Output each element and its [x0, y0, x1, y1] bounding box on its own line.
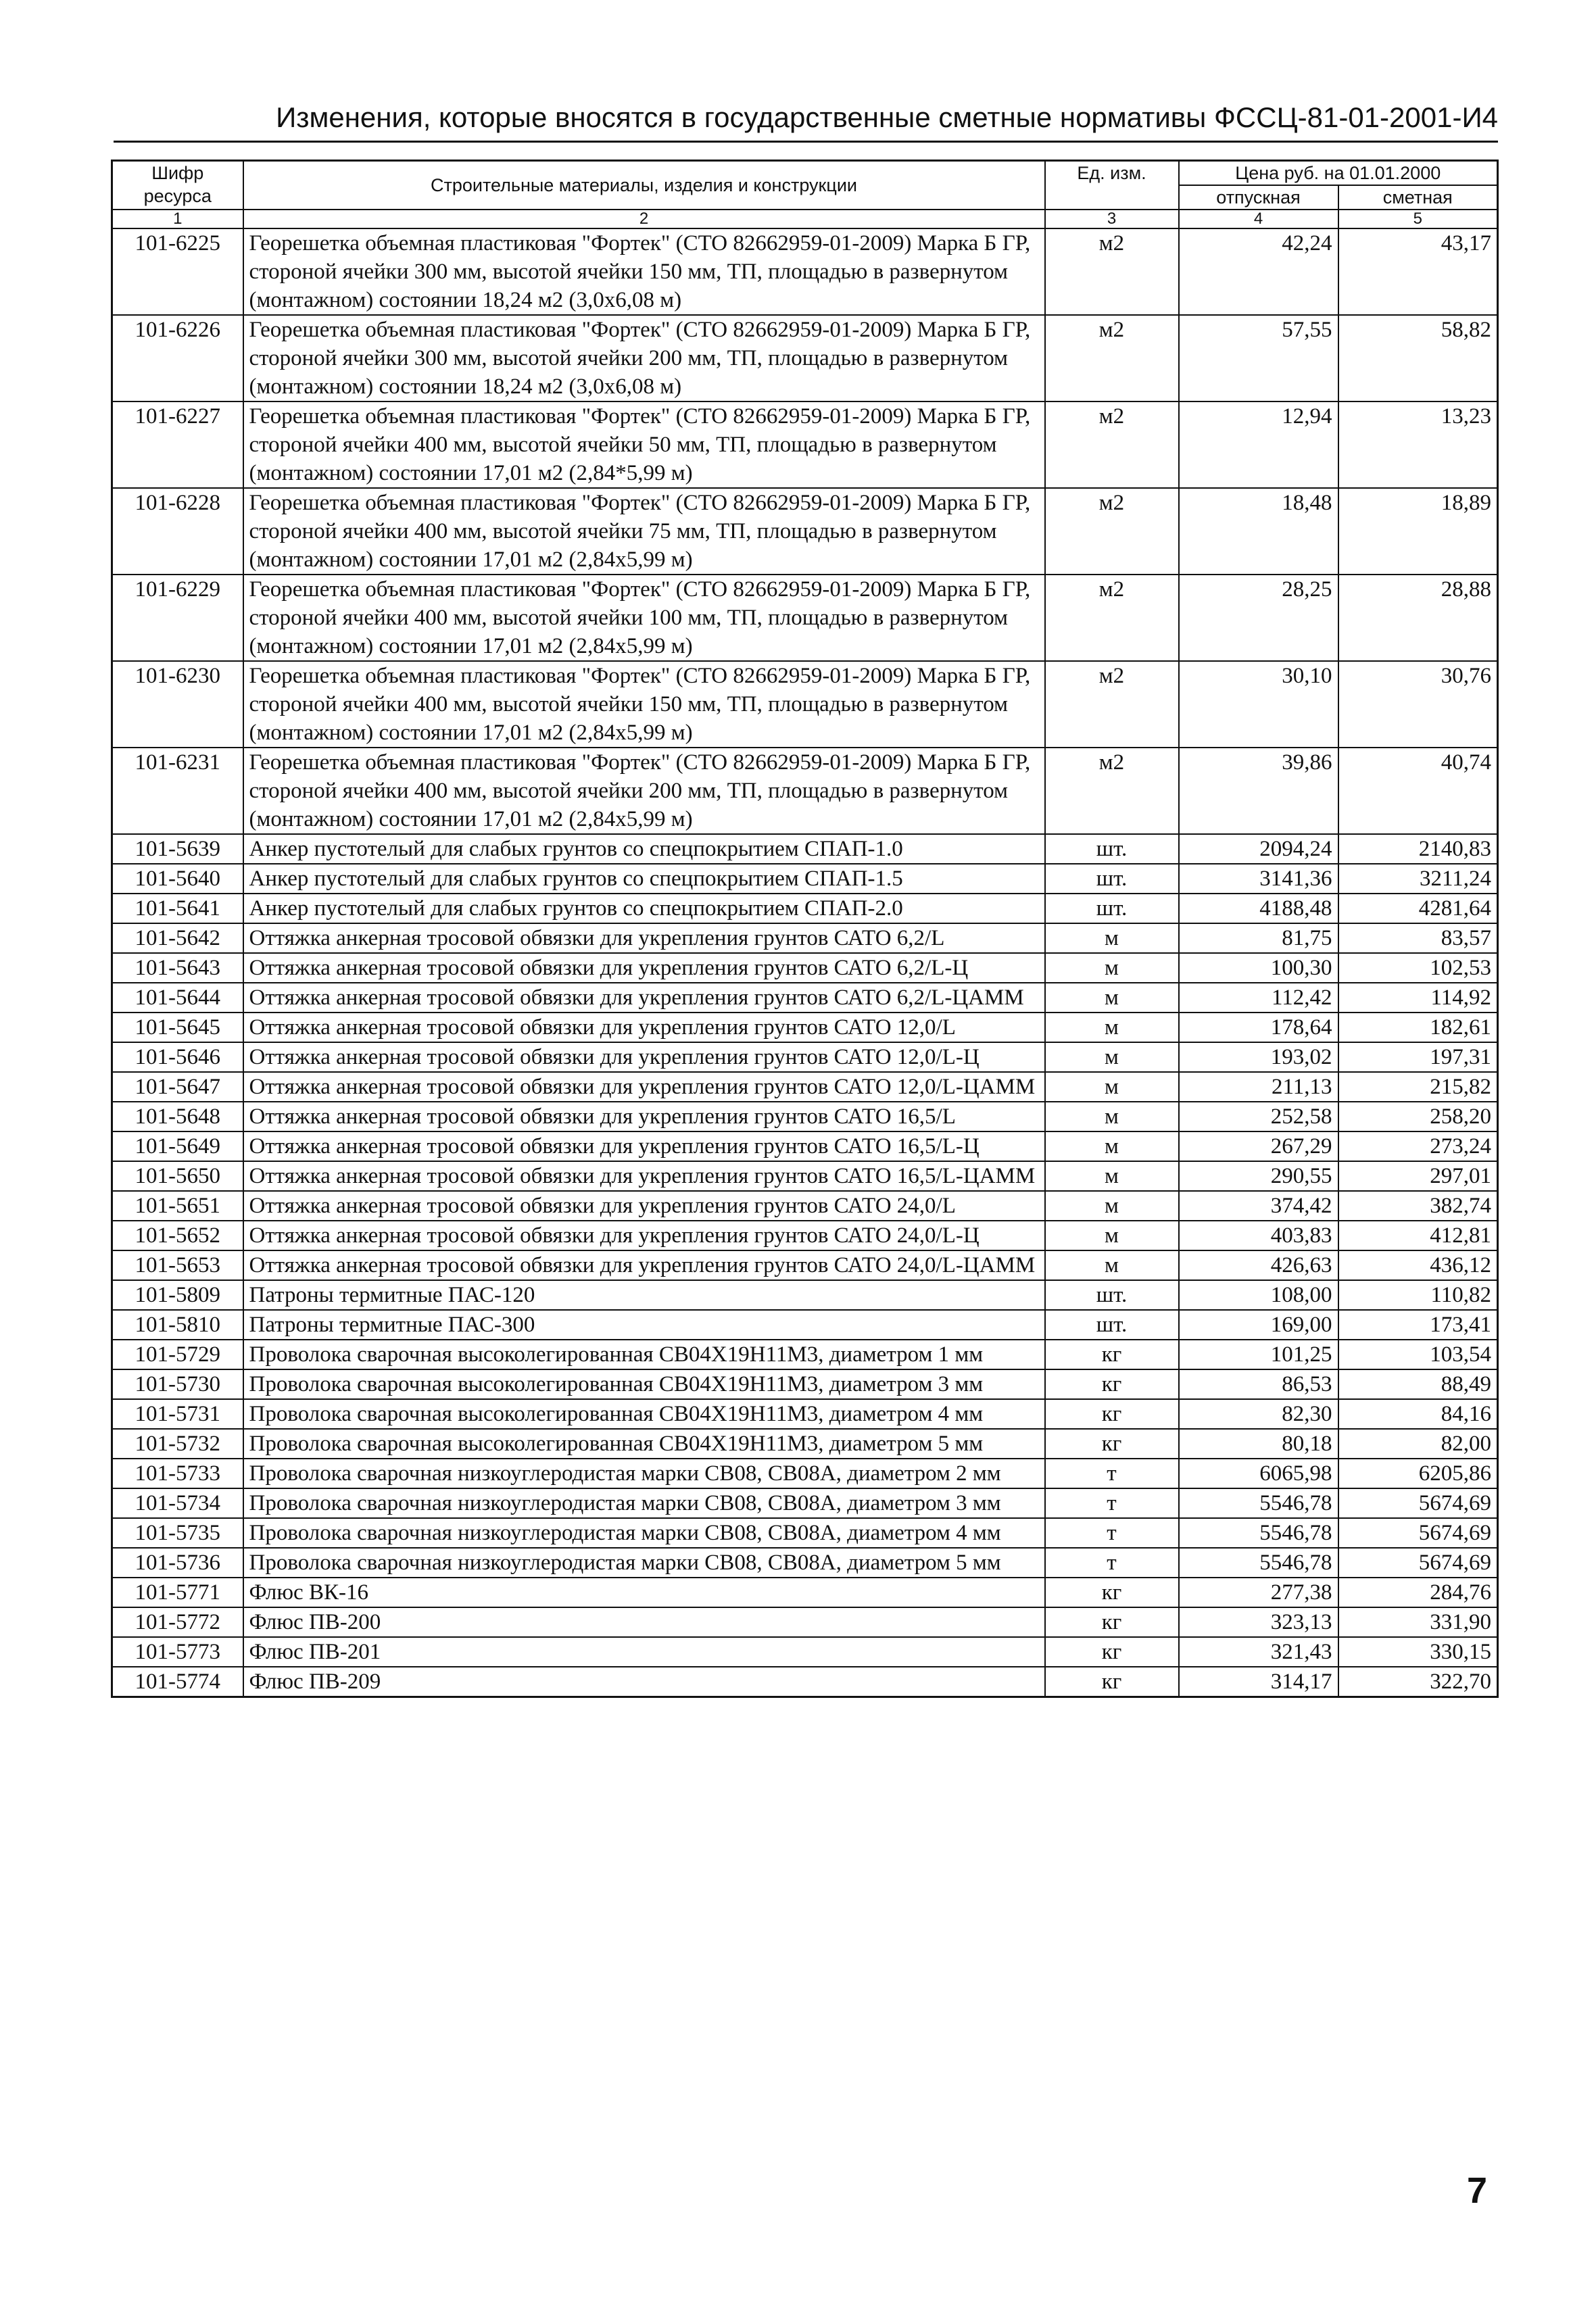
release-price-cell: 28,25	[1179, 575, 1338, 661]
table-row	[112, 1459, 1498, 1488]
material-name-cell: Оттяжка анкерная тросовой обвязки для укрепления грунтов САТО 6,2/L-ЦАММ	[243, 983, 1045, 1013]
estimate-price-cell: 6205,86	[1338, 1459, 1498, 1488]
release-price-cell: 30,10	[1179, 661, 1338, 748]
release-price-cell: 252,58	[1179, 1102, 1338, 1131]
release-price-cell: 426,63	[1179, 1250, 1338, 1280]
unit-cell: т	[1045, 1488, 1179, 1518]
unit-cell: м	[1045, 1072, 1179, 1102]
release-price-cell: 57,55	[1179, 315, 1338, 401]
material-name-cell: Оттяжка анкерная тросовой обвязки для укрепления грунтов САТО 16,5/L	[243, 1102, 1045, 1131]
unit-cell: шт.	[1045, 1310, 1179, 1340]
unit-cell: м2	[1045, 488, 1179, 575]
resource-code-cell: 101-5650	[112, 1161, 243, 1191]
resource-code-cell: 101-5771	[112, 1578, 243, 1607]
unit-cell: м	[1045, 1221, 1179, 1250]
unit-cell: кг	[1045, 1578, 1179, 1607]
estimate-price-cell: 182,61	[1338, 1013, 1498, 1042]
table-row	[112, 1399, 1498, 1429]
material-name-cell: Проволока сварочная высоколегированная СВ04Х19Н11М3, диаметром 5 мм	[243, 1429, 1045, 1459]
material-name-cell: Флюс ПВ-209	[243, 1667, 1045, 1697]
material-name-cell: Оттяжка анкерная тросовой обвязки для укрепления грунтов САТО 12,0/L-ЦАММ	[243, 1072, 1045, 1102]
table-row	[112, 1013, 1498, 1042]
unit-cell: м2	[1045, 661, 1179, 748]
unit-cell: м	[1045, 983, 1179, 1013]
material-name-cell: Оттяжка анкерная тросовой обвязки для укрепления грунтов САТО 16,5/L-ЦАММ	[243, 1161, 1045, 1191]
header-unit: Ед. изм.	[1045, 161, 1179, 210]
unit-cell: шт.	[1045, 864, 1179, 894]
material-name-cell: Флюс ВК-16	[243, 1578, 1045, 1607]
estimate-price-cell: 58,82	[1338, 315, 1498, 401]
page-number: 7	[1466, 2170, 1487, 2211]
resource-code-cell: 101-5653	[112, 1250, 243, 1280]
material-name-cell: Георешетка объемная пластиковая "Фортек" (СТО 82662959-01-2009) Марка Б ГР, стороной ячейки 300 мм, высотой ячейки 200 мм, ТП, площадью в развернутом (монтажном) состоянии 18,24 м2 (3,0х6,08 м)	[243, 315, 1045, 401]
resource-code-cell: 101-5772	[112, 1607, 243, 1637]
unit-cell: м2	[1045, 228, 1179, 315]
unit-cell: м	[1045, 1161, 1179, 1191]
material-name-cell: Оттяжка анкерная тросовой обвязки для укрепления грунтов САТО 12,0/L	[243, 1013, 1045, 1042]
header-price-group: Цена руб. на 01.01.2000	[1179, 161, 1498, 186]
resource-code-cell: 101-5810	[112, 1310, 243, 1340]
resource-code-cell: 101-5651	[112, 1191, 243, 1221]
estimate-price-cell: 258,20	[1338, 1102, 1498, 1131]
estimate-price-cell: 28,88	[1338, 575, 1498, 661]
material-name-cell: Оттяжка анкерная тросовой обвязки для укрепления грунтов САТО 24,0/L-ЦАММ	[243, 1250, 1045, 1280]
release-price-cell: 5546,78	[1179, 1518, 1338, 1548]
resource-code-cell: 101-5639	[112, 834, 243, 864]
table-row	[112, 953, 1498, 983]
unit-cell: т	[1045, 1459, 1179, 1488]
material-name-cell: Оттяжка анкерная тросовой обвязки для укрепления грунтов САТО 6,2/L-Ц	[243, 953, 1045, 983]
material-name-cell: Анкер пустотелый для слабых грунтов со спецпокрытием СПАП-1.5	[243, 864, 1045, 894]
resource-code-cell: 101-5642	[112, 923, 243, 953]
unit-cell: кг	[1045, 1429, 1179, 1459]
resource-code-cell: 101-5641	[112, 894, 243, 923]
release-price-cell: 169,00	[1179, 1310, 1338, 1340]
unit-cell: кг	[1045, 1399, 1179, 1429]
table-row	[112, 1369, 1498, 1399]
release-price-cell: 112,42	[1179, 983, 1338, 1013]
release-price-cell: 193,02	[1179, 1042, 1338, 1072]
estimate-price-cell: 2140,83	[1338, 834, 1498, 864]
unit-cell: м	[1045, 1042, 1179, 1072]
release-price-cell: 82,30	[1179, 1399, 1338, 1429]
material-name-cell: Проволока сварочная высоколегированная СВ04Х19Н11М3, диаметром 3 мм	[243, 1369, 1045, 1399]
unit-cell: шт.	[1045, 894, 1179, 923]
unit-cell: м	[1045, 953, 1179, 983]
page-header-title: Изменения, которые вносятся в государственные сметные нормативы ФССЦ-81-01-2001-И4	[114, 101, 1498, 143]
table-row	[112, 983, 1498, 1013]
resource-code-cell: 101-5734	[112, 1488, 243, 1518]
material-name-cell: Оттяжка анкерная тросовой обвязки для укрепления грунтов САТО 24,0/L	[243, 1191, 1045, 1221]
resource-code-cell: 101-5809	[112, 1280, 243, 1310]
estimate-price-cell: 88,49	[1338, 1369, 1498, 1399]
release-price-cell: 290,55	[1179, 1161, 1338, 1191]
estimate-price-cell: 330,15	[1338, 1637, 1498, 1667]
unit-cell: кг	[1045, 1667, 1179, 1697]
release-price-cell: 321,43	[1179, 1637, 1338, 1667]
unit-cell: м	[1045, 1191, 1179, 1221]
table-row	[112, 228, 1498, 315]
resource-code-cell: 101-5649	[112, 1131, 243, 1161]
material-name-cell: Георешетка объемная пластиковая "Фортек" (СТО 82662959-01-2009) Марка Б ГР, стороной ячейки 400 мм, высотой ячейки 150 мм, ТП, площадью в развернутом (монтажном) состоянии 17,01 м2 (2,84х5,99 м)	[243, 661, 1045, 748]
table-row	[112, 1607, 1498, 1637]
unit-cell: кг	[1045, 1369, 1179, 1399]
material-name-cell: Анкер пустотелый для слабых грунтов со спецпокрытием СПАП-1.0	[243, 834, 1045, 864]
estimate-price-cell: 84,16	[1338, 1399, 1498, 1429]
table-row	[112, 1429, 1498, 1459]
unit-cell: кг	[1045, 1340, 1179, 1369]
resource-code-cell: 101-6229	[112, 575, 243, 661]
resource-code-cell: 101-6228	[112, 488, 243, 575]
unit-cell: м	[1045, 1013, 1179, 1042]
table-row	[112, 1221, 1498, 1250]
table-row	[112, 1488, 1498, 1518]
estimate-price-cell: 110,82	[1338, 1280, 1498, 1310]
resource-code-cell: 101-5730	[112, 1369, 243, 1399]
table-row	[112, 1280, 1498, 1310]
material-name-cell: Проволока сварочная низкоуглеродистая марки СВ08, СВ08А, диаметром 2 мм	[243, 1459, 1045, 1488]
estimate-price-cell: 40,74	[1338, 748, 1498, 834]
table-row	[112, 894, 1498, 923]
estimate-price-cell: 43,17	[1338, 228, 1498, 315]
estimate-price-cell: 3211,24	[1338, 864, 1498, 894]
release-price-cell: 5546,78	[1179, 1488, 1338, 1518]
estimate-price-cell: 82,00	[1338, 1429, 1498, 1459]
resource-code-cell: 101-6230	[112, 661, 243, 748]
table-row	[112, 1340, 1498, 1369]
estimate-price-cell: 5674,69	[1338, 1548, 1498, 1578]
unit-cell: м	[1045, 1250, 1179, 1280]
resource-price-table	[111, 160, 1499, 1698]
material-name-cell: Патроны термитные ПАС-300	[243, 1310, 1045, 1340]
table-row	[112, 661, 1498, 748]
header-code: Шифр ресурса	[112, 161, 243, 210]
column-number-row	[112, 210, 1498, 228]
release-price-cell: 42,24	[1179, 228, 1338, 315]
release-price-cell: 80,18	[1179, 1429, 1338, 1459]
material-name-cell: Проволока сварочная низкоуглеродистая марки СВ08, СВ08А, диаметром 3 мм	[243, 1488, 1045, 1518]
release-price-cell: 18,48	[1179, 488, 1338, 575]
resource-code-cell: 101-5640	[112, 864, 243, 894]
unit-cell: шт.	[1045, 834, 1179, 864]
resource-code-cell: 101-5731	[112, 1399, 243, 1429]
column-number: 4	[1179, 210, 1338, 228]
resource-code-cell: 101-5645	[112, 1013, 243, 1042]
resource-code-cell: 101-5646	[112, 1042, 243, 1072]
table-body	[112, 228, 1498, 1697]
resource-code-cell: 101-6226	[112, 315, 243, 401]
material-name-cell: Георешетка объемная пластиковая "Фортек" (СТО 82662959-01-2009) Марка Б ГР, стороной ячейки 400 мм, высотой ячейки 50 мм, ТП, площадью в развернутом (монтажном) состоянии 17,01 м2 (2,84*5,99 м)	[243, 401, 1045, 488]
material-name-cell: Оттяжка анкерная тросовой обвязки для укрепления грунтов САТО 16,5/L-Ц	[243, 1131, 1045, 1161]
material-name-cell: Флюс ПВ-200	[243, 1607, 1045, 1637]
resource-code-cell: 101-5735	[112, 1518, 243, 1548]
table-row	[112, 1191, 1498, 1221]
release-price-cell: 2094,24	[1179, 834, 1338, 864]
table-row	[112, 1518, 1498, 1548]
unit-cell: м2	[1045, 315, 1179, 401]
estimate-price-cell: 30,76	[1338, 661, 1498, 748]
resource-code-cell: 101-5644	[112, 983, 243, 1013]
unit-cell: м2	[1045, 748, 1179, 834]
release-price-cell: 12,94	[1179, 401, 1338, 488]
release-price-cell: 277,38	[1179, 1578, 1338, 1607]
resource-code-cell: 101-5647	[112, 1072, 243, 1102]
release-price-cell: 108,00	[1179, 1280, 1338, 1310]
unit-cell: м2	[1045, 575, 1179, 661]
release-price-cell: 101,25	[1179, 1340, 1338, 1369]
resource-code-cell: 101-6231	[112, 748, 243, 834]
resource-code-cell: 101-5648	[112, 1102, 243, 1131]
estimate-price-cell: 102,53	[1338, 953, 1498, 983]
unit-cell: т	[1045, 1518, 1179, 1548]
resource-code-cell: 101-5774	[112, 1667, 243, 1697]
unit-cell: м	[1045, 1102, 1179, 1131]
unit-cell: м	[1045, 1131, 1179, 1161]
resource-code-cell: 101-5729	[112, 1340, 243, 1369]
unit-cell: т	[1045, 1548, 1179, 1578]
header-release-price: отпускная	[1179, 185, 1338, 210]
estimate-price-cell: 18,89	[1338, 488, 1498, 575]
table-row	[112, 923, 1498, 953]
resource-code-cell: 101-5643	[112, 953, 243, 983]
material-name-cell: Георешетка объемная пластиковая "Фортек" (СТО 82662959-01-2009) Марка Б ГР, стороной ячейки 400 мм, высотой ячейки 75 мм, ТП, площадью в развернутом (монтажном) состоянии 17,01 м2 (2,84х5,99 м)	[243, 488, 1045, 575]
estimate-price-cell: 284,76	[1338, 1578, 1498, 1607]
resource-code-cell: 101-6225	[112, 228, 243, 315]
resource-code-cell: 101-5733	[112, 1459, 243, 1488]
table-row	[112, 834, 1498, 864]
material-name-cell: Анкер пустотелый для слабых грунтов со спецпокрытием СПАП-2.0	[243, 894, 1045, 923]
material-name-cell: Георешетка объемная пластиковая "Фортек" (СТО 82662959-01-2009) Марка Б ГР, стороной ячейки 400 мм, высотой ячейки 100 мм, ТП, площадью в развернутом (монтажном) состоянии 17,01 м2 (2,84х5,99 м)	[243, 575, 1045, 661]
table-row	[112, 315, 1498, 401]
table-row	[112, 401, 1498, 488]
estimate-price-cell: 5674,69	[1338, 1518, 1498, 1548]
resource-code-cell: 101-5773	[112, 1637, 243, 1667]
table-row	[112, 1161, 1498, 1191]
release-price-cell: 6065,98	[1179, 1459, 1338, 1488]
release-price-cell: 211,13	[1179, 1072, 1338, 1102]
table-row	[112, 1637, 1498, 1667]
header-name: Строительные материалы, изделия и конструкции	[243, 161, 1045, 210]
unit-cell: м2	[1045, 401, 1179, 488]
material-name-cell: Оттяжка анкерная тросовой обвязки для укрепления грунтов САТО 24,0/L-Ц	[243, 1221, 1045, 1250]
release-price-cell: 5546,78	[1179, 1548, 1338, 1578]
material-name-cell: Проволока сварочная низкоуглеродистая марки СВ08, СВ08А, диаметром 5 мм	[243, 1548, 1045, 1578]
resource-code-cell: 101-5732	[112, 1429, 243, 1459]
estimate-price-cell: 197,31	[1338, 1042, 1498, 1072]
estimate-price-cell: 13,23	[1338, 401, 1498, 488]
estimate-price-cell: 436,12	[1338, 1250, 1498, 1280]
material-name-cell: Патроны термитные ПАС-120	[243, 1280, 1045, 1310]
material-name-cell: Георешетка объемная пластиковая "Фортек" (СТО 82662959-01-2009) Марка Б ГР, стороной ячейки 400 мм, высотой ячейки 200 мм, ТП, площадью в развернутом (монтажном) состоянии 17,01 м2 (2,84х5,99 м)	[243, 748, 1045, 834]
estimate-price-cell: 114,92	[1338, 983, 1498, 1013]
column-number: 1	[112, 210, 243, 228]
resource-code-cell: 101-6227	[112, 401, 243, 488]
estimate-price-cell: 297,01	[1338, 1161, 1498, 1191]
material-name-cell: Проволока сварочная высоколегированная СВ04Х19Н11М3, диаметром 1 мм	[243, 1340, 1045, 1369]
material-name-cell: Оттяжка анкерная тросовой обвязки для укрепления грунтов САТО 12,0/L-Ц	[243, 1042, 1045, 1072]
table-row	[112, 748, 1498, 834]
table-row	[112, 1072, 1498, 1102]
release-price-cell: 374,42	[1179, 1191, 1338, 1221]
release-price-cell: 323,13	[1179, 1607, 1338, 1637]
table-row	[112, 1667, 1498, 1697]
release-price-cell: 178,64	[1179, 1013, 1338, 1042]
release-price-cell: 39,86	[1179, 748, 1338, 834]
table-row	[112, 1548, 1498, 1578]
table-row	[112, 1102, 1498, 1131]
resource-code-cell: 101-5736	[112, 1548, 243, 1578]
release-price-cell: 86,53	[1179, 1369, 1338, 1399]
estimate-price-cell: 83,57	[1338, 923, 1498, 953]
material-name-cell: Оттяжка анкерная тросовой обвязки для укрепления грунтов САТО 6,2/L	[243, 923, 1045, 953]
table-row	[112, 575, 1498, 661]
unit-cell: кг	[1045, 1607, 1179, 1637]
release-price-cell: 3141,36	[1179, 864, 1338, 894]
table-row	[112, 1578, 1498, 1607]
estimate-price-cell: 331,90	[1338, 1607, 1498, 1637]
table-row	[112, 488, 1498, 575]
material-name-cell: Проволока сварочная низкоуглеродистая марки СВ08, СВ08А, диаметром 4 мм	[243, 1518, 1045, 1548]
table-row	[112, 1250, 1498, 1280]
table-row	[112, 864, 1498, 894]
unit-cell: кг	[1045, 1637, 1179, 1667]
estimate-price-cell: 273,24	[1338, 1131, 1498, 1161]
release-price-cell: 4188,48	[1179, 894, 1338, 923]
release-price-cell: 81,75	[1179, 923, 1338, 953]
material-name-cell: Проволока сварочная высоколегированная СВ04Х19Н11М3, диаметром 4 мм	[243, 1399, 1045, 1429]
release-price-cell: 100,30	[1179, 953, 1338, 983]
column-number: 3	[1045, 210, 1179, 228]
release-price-cell: 314,17	[1179, 1667, 1338, 1697]
table-row	[112, 1310, 1498, 1340]
estimate-price-cell: 412,81	[1338, 1221, 1498, 1250]
estimate-price-cell: 322,70	[1338, 1667, 1498, 1697]
estimate-price-cell: 215,82	[1338, 1072, 1498, 1102]
estimate-price-cell: 5674,69	[1338, 1488, 1498, 1518]
column-number: 5	[1338, 210, 1498, 228]
estimate-price-cell: 173,41	[1338, 1310, 1498, 1340]
column-number: 2	[243, 210, 1045, 228]
resource-code-cell: 101-5652	[112, 1221, 243, 1250]
table-row	[112, 1042, 1498, 1072]
material-name-cell: Георешетка объемная пластиковая "Фортек" (СТО 82662959-01-2009) Марка Б ГР, стороной ячейки 300 мм, высотой ячейки 150 мм, ТП, площадью в развернутом (монтажном) состоянии 18,24 м2 (3,0х6,08 м)	[243, 228, 1045, 315]
table-row	[112, 1131, 1498, 1161]
release-price-cell: 267,29	[1179, 1131, 1338, 1161]
estimate-price-cell: 4281,64	[1338, 894, 1498, 923]
header-estimate-price: сметная	[1338, 185, 1498, 210]
unit-cell: шт.	[1045, 1280, 1179, 1310]
estimate-price-cell: 382,74	[1338, 1191, 1498, 1221]
estimate-price-cell: 103,54	[1338, 1340, 1498, 1369]
release-price-cell: 403,83	[1179, 1221, 1338, 1250]
material-name-cell: Флюс ПВ-201	[243, 1637, 1045, 1667]
unit-cell: м	[1045, 923, 1179, 953]
